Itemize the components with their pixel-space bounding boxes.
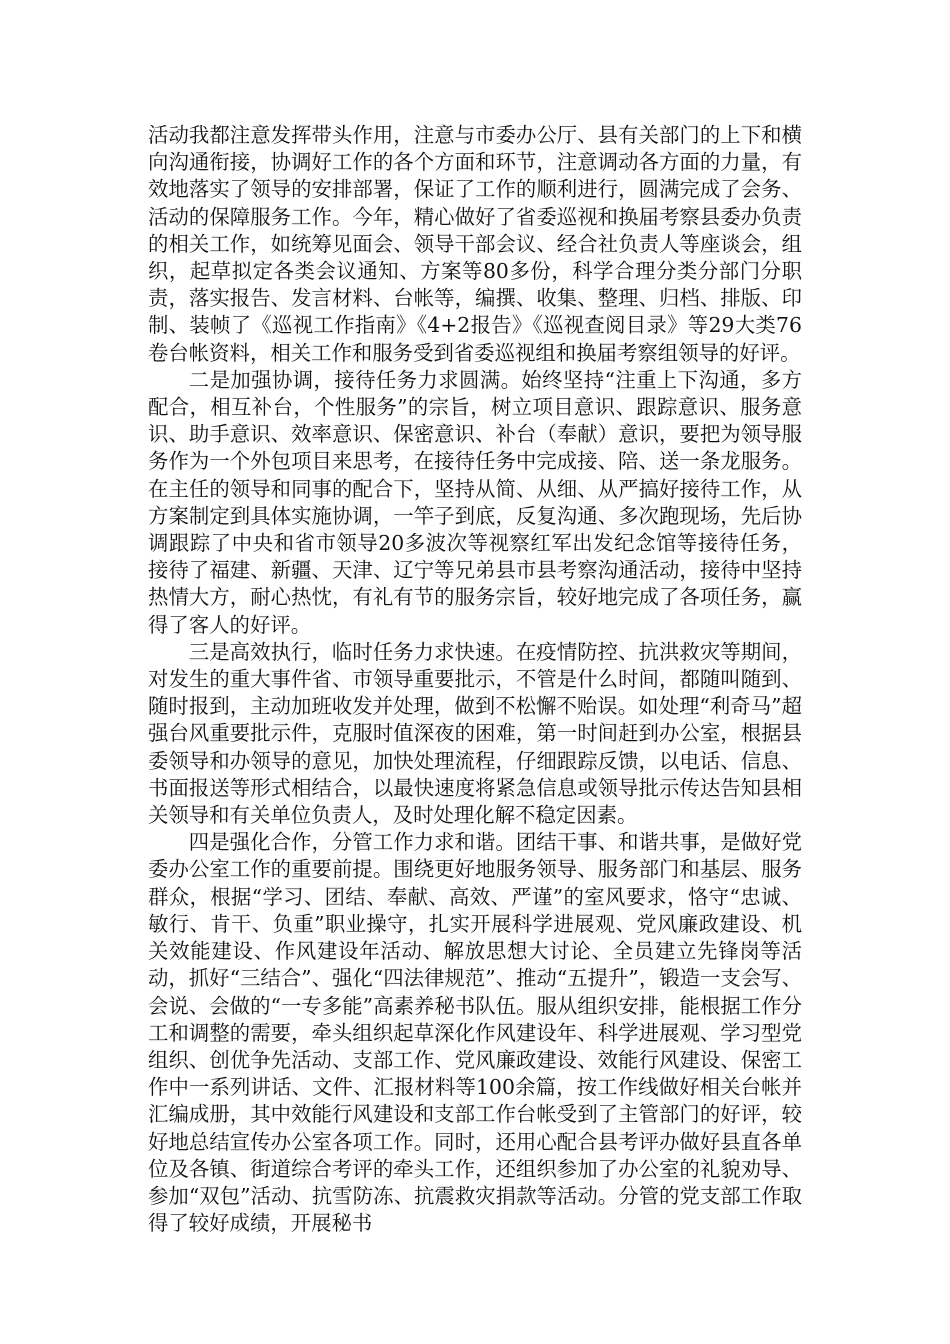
paragraph-continued: 活动我都注意发挥带头作用，注意与市委办公厅、县有关部门的上下和横向沟通衔接，协调好工作的各个方面和环节，注意调动各方面的力量，有效地落实了领导的安排部署，保证了工作的顺利进行，圆满完成了会务、活动的保障服务工作。今年，精心做好了省委巡视和换届考察县委办负责的相关工作，如统筹见面会、领导干部会议、经合社负责人等座谈会，组织，起草拟定各类会议通知、方案等80多份，科学合理分类分部门分职责，落实报告、发言材料、台帐等，编撰、收集、整理、归档、排版、印制、装帧了《巡视工作指南》《4+2报告》《巡视查阅目录》等29大类76卷台帐资料，相关工作和服务受到省委巡视组和换届考察组领导的好评。 [148, 123, 802, 365]
paragraph-coordination: 二是加强协调，接待任务力求圆满。始终坚持“注重上下沟通，多方配合，相互补台，个性服务”的宗旨，树立项目意识、跟踪意识、服务意识、助手意识、效率意识、保密意识、补台（奉献）意识，要把为领导服务作为一个外包项目来思考，在接待任务中完成接、陪、送一条龙服务。在主任的领导和同事的配合下，坚持从简、从细、从严搞好接待工作，从方案制定到具体实施协调，一竿子到底，反复沟通、多次跑现场，先后协调跟踪了中央和省市领导20多波次等视察红军出发纪念馆等接待任务，接待了福建、新疆、天津、辽宁等兄弟县市县考察沟通活动，接待中坚持热情大方，耐心热忱，有礼有节的服务宗旨，较好地完成了各项任务，赢得了客人的好评。 [148, 367, 802, 637]
document-body [148, 122, 802, 1237]
paragraph-execution: 三是高效执行，临时任务力求快速。在疫情防控、抗洪救灾等期间，对发生的重大事件省、市领导重要批示，不管是什么时间，都随叫随到、随时报到，主动加班收发并处理，做到不松懈不贻误。如处理“利奇马”超强台风重要批示件，克服时值深夜的困难，第一时间赶到办公室，根据县委领导和办领导的意见，加快处理流程，仔细跟踪反馈，以电话、信息、书面报送等形式相结合，以最快速度将紧急信息或领导批示传达告知县相关领导和有关单位负责人，及时处理化解不稳定因素。 [148, 639, 802, 828]
paragraph-cooperation: 四是强化合作，分管工作力求和谐。团结干事、和谐共事，是做好党委办公室工作的重要前提。围绕更好地服务领导、服务部门和基层、服务群众，根据“学习、团结、奉献、高效、严谨”的室风要求，恪守“忠诚、敏行、肯干、负重”职业操守，扎实开展科学进展观、党风廉政建设、机关效能建设、作风建设年活动、解放思想大讨论、全员建立先锋岗等活动，抓好“三结合”、强化“四法律规范”、推动“五提升”，锻造一支会写、会说、会做的“一专多能”高素养秘书队伍。服从组织安排，能根据工作分工和调整的需要，牵头组织起草深化作风建设年、科学进展观、学习型党组织、创优争先活动、支部工作、党风廉政建设、效能行风建设、保密工作中一系列讲话、文件、汇报材料等100余篇，按工作线做好相关台帐并汇编成册，其中效能行风建设和支部工作台帐受到了主管部门的好评，较好地总结宣传办公室各项工作。同时，还用心配合县考评办做好县直各单位及各镇、街道综合考评的牵头工作，还组织参加了办公室的礼貌劝导、参加“双包”活动、抗雪防冻、抗震救灾捐款等活动。分管的党支部工作取得了较好成绩，开展秘书 [148, 830, 802, 1236]
